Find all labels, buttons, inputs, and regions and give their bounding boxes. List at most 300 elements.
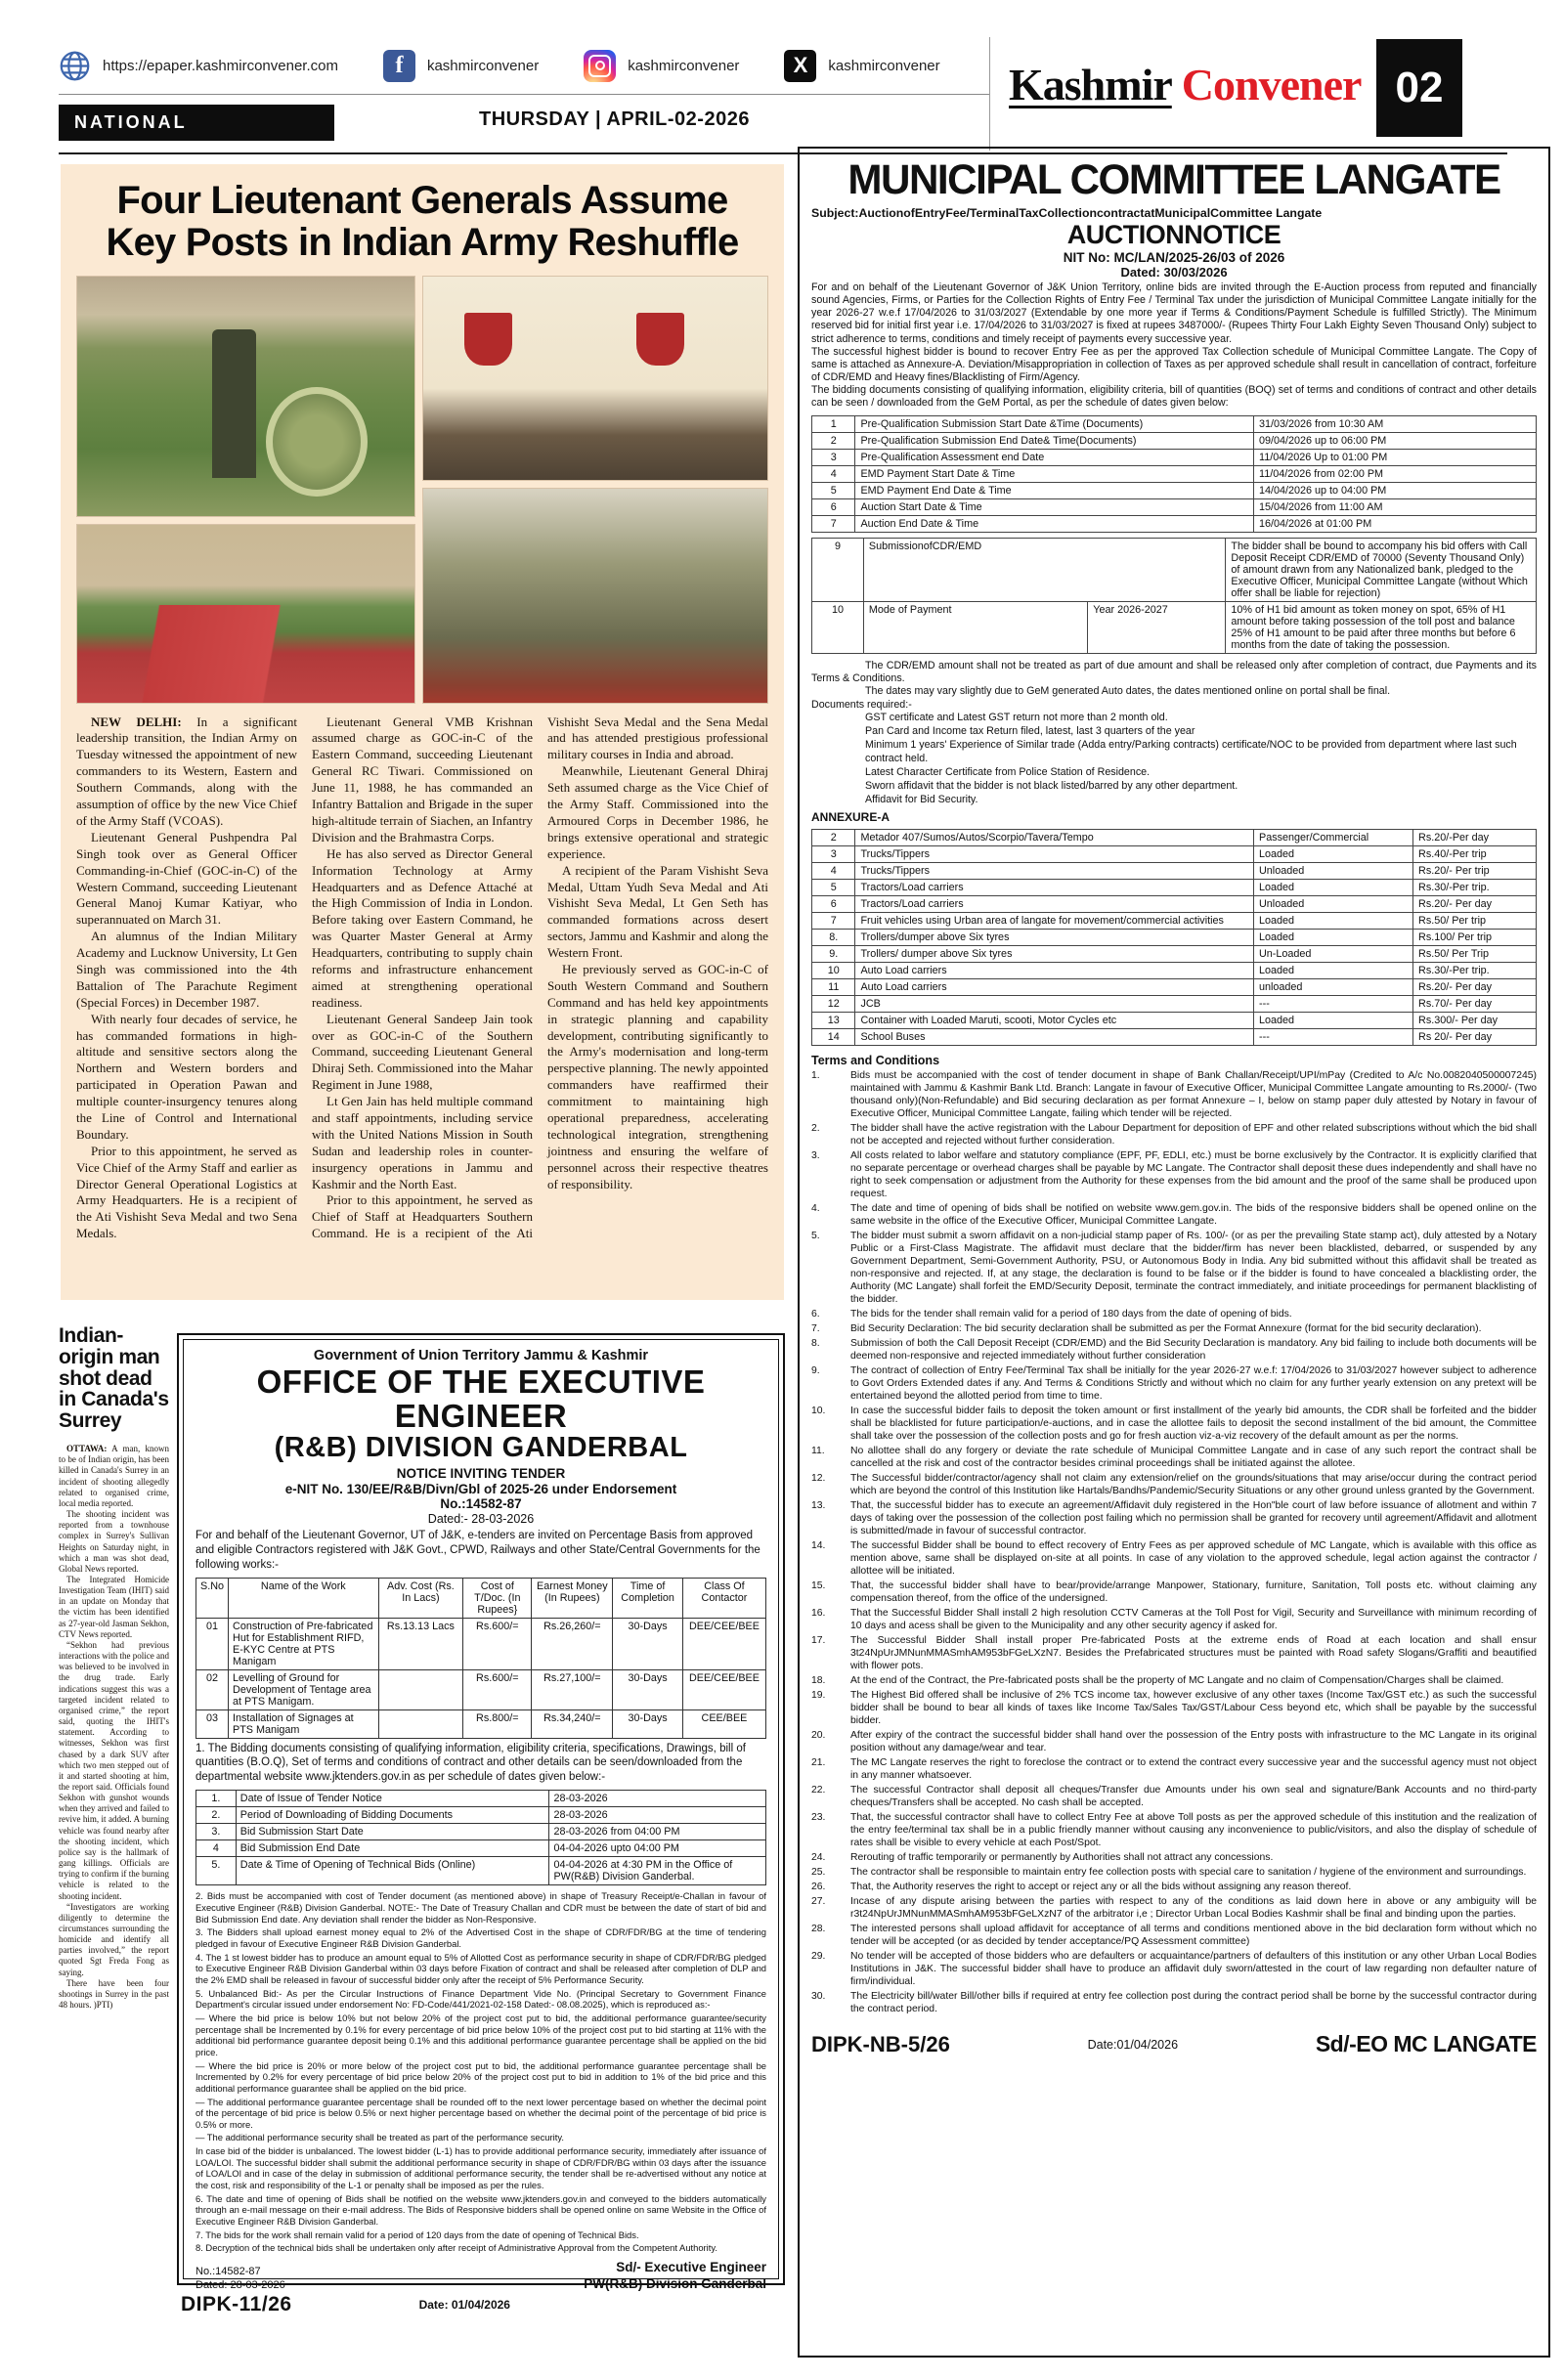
fine-print-paragraph: — The additional performance guarantee percentage shall be rounded off to the next lower percentage based on whether the decimal point of the percentage of bid price is below 0.5% or next higher percentage based on whether the decimal point of the percentage of bid price is 0.5% or more.: [196, 2096, 766, 2130]
terms-item-number: 5.: [811, 1231, 820, 1242]
table-cell: 15/04/2026 from 11:00 AM: [1254, 498, 1537, 515]
terms-item: [811, 1689, 1537, 1727]
terms-item-number: 20.: [811, 1730, 826, 1742]
article-paragraph: “Sekhon had previous interactions with the police and was believed to be involved in the drug trade. Early indications suggest this was a targeted incident related to organised crime,” the report said, quoting the IHIT's statement. According to witnesses, Sekhon was first chased by a dark SUV after which two men stepped out of it and started shooting at him, the report said. Officials found Sekhon with gunshot wounds when they arrived and failed to revive him, it added. A burning vehicle was found nearby after the shooting incident, which police say is the hallmark of gang killings. Officials are trying to confirm if the burning vehicle is related to the shooting incident.: [59, 1639, 169, 1901]
signature: Sd/-EO MC LANGATE: [1315, 2031, 1537, 2057]
terms-item: [811, 1784, 1537, 1809]
table-cell: 02: [196, 1669, 229, 1709]
table-cell: 5.: [196, 1857, 237, 1885]
table-cell: 2: [812, 830, 855, 846]
annexure-label: ANNEXURE-A: [811, 810, 891, 825]
footer-date: Date:01/04/2026: [1087, 2037, 1179, 2052]
terms-item: [811, 1923, 1537, 1948]
facebook-handle[interactable]: kashmirconvener: [426, 57, 540, 74]
table-cell: 3.: [196, 1824, 237, 1840]
article-paragraph: Lieutenant General Sandeep Jain took over as GOC-in-C of the Southern Command, succeeding Lieutenant General Dhiraj Seth. Commissioned into the Mahar Regiment in June 1988,: [312, 1011, 533, 1093]
division-title: (R&B) DIVISION GANDERBAL: [274, 1432, 688, 1464]
fine-print-paragraph: 7. The bids for the work shall remain valid for a period of 120 days from the date of opening of Technical Bids.: [196, 2229, 639, 2240]
notice-paragraph: The dates may vary slightly due to GeM generated Auto dates, the dates mentioned online on portal shall be final.: [865, 685, 1391, 698]
table-row: [812, 538, 1537, 601]
table-cell: Rs.50/ Per trip: [1413, 913, 1537, 930]
section-label: NATIONAL: [59, 105, 334, 141]
table-cell: Container with Loaded Maruti, scooti, Motor Cycles etc: [855, 1013, 1254, 1029]
table-cell: 6: [812, 896, 855, 913]
terms-item: [811, 1866, 1537, 1879]
document-requirement: Affidavit for Bid Security.: [865, 793, 978, 805]
table-cell: Loaded: [1254, 913, 1413, 930]
table-cell: Rs.30/-Per trip.: [1413, 880, 1537, 896]
table-row: [196, 1840, 766, 1857]
terms-item-text: Submission of both the Call Deposit Receipt (CDR/EMD) and the Bid Security Declaration is mandatory. Any bid failing to include both documents will be deemed non-responsive and rejected immediately without further consideration: [850, 1338, 1537, 1363]
table-cell: SubmissionofCDR/EMD: [863, 538, 1225, 601]
terms-item: [811, 1069, 1537, 1120]
fine-print-paragraph: 2. Bids must be accompanied with cost of Tender document (as mentioned above) in shape of Treasury Receipt/e-Challan in favour of Executive Engineer (R&B) Division Ganderbal. NOTE:- The Date of Treasury Challan and CDR must be between the date of start of bid and Bid Submission End date. Any deviation shall render the bidder as Non-Responsive.: [196, 1890, 766, 1925]
government-line: Government of Union Territory Jammu & Kashmir: [313, 1348, 649, 1363]
terms-item-text: Bids must be accompanied with the cost of tender document in shape of Bank Challan/Receipt/UPI/mPay (Credited to A/c No.0082040500007245) maintained with Jammu & Kashmir Bank Ltd. Branch: Langate in favour of Executive Officer, Municipal Committee Langate amounting to Rs.2000/- (Two thousand only)(Non-Refundable) and Bid securing declaration as per format Annexure – I, below on stamp paper duly attested by Notary in favour of Executive Officer, Municipal Committee Langate, failing which tender will be rejected.: [850, 1070, 1537, 1120]
table-cell: JCB: [855, 996, 1254, 1013]
table-cell: 2.: [196, 1807, 237, 1824]
table-cell: 4: [196, 1840, 237, 1857]
table-cell: Rs.20/-Per day: [1413, 830, 1537, 846]
terms-item-text: That, the successful bidder shall have to bear/provide/arrange Manpower, Stationary, furniture, Sanitation, Toll posts etc. without claiming any compensation thereof, from the office of the undersigned.: [850, 1580, 1537, 1605]
epaper-url[interactable]: https://epaper.kashmirconvener.com: [103, 57, 338, 74]
fine-print-paragraph: 6. The date and time of opening of Bids shall be notified on the website www.jktenders.gov.in and conveyed to the bidders automatically through an e-mail message on their e-mail address. The Bids of Responsive bidders shall be opened online on same Website in the Office of Executive Engineer R&B Division Ganderbal.: [196, 2192, 766, 2228]
terms-item: [811, 1322, 1537, 1335]
table-cell: 14/04/2026 up to 04:00 PM: [1254, 482, 1537, 498]
column-header: Earnest Money (In Rupees): [532, 1578, 613, 1618]
table-cell: Pre-Qualification Submission Start Date &Time (Documents): [855, 415, 1254, 432]
enit-number: e-NIT No. 130/EE/R&B/Divn/Gbl of 2025-26 under Endorsement No.:14582-87: [284, 1481, 677, 1511]
terms-item-number: 22.: [811, 1785, 826, 1796]
x-handle[interactable]: kashmirconvener: [828, 57, 940, 74]
table-row: [812, 449, 1537, 465]
article-canada-shooting: [59, 1325, 169, 2350]
terms-item-number: 15.: [811, 1580, 826, 1592]
terms-item-number: 7.: [811, 1323, 820, 1335]
table-row: [812, 515, 1537, 532]
terms-item-text: The Successful bidder/contractor/agency shall not claim any extension/relief on the grounds/situations that may arise/occur during the contract period which are beyond the control of this Institution like Hartals/Bandhs/Pandemic/Security Situations or any other ground unless granted by the Government.: [850, 1473, 1537, 1497]
documents-required-heading: Documents required:-: [811, 698, 912, 711]
army-photo-red-carpet-parade: [76, 524, 415, 704]
table-cell: Auction Start Date & Time: [855, 498, 1254, 515]
table-cell: Rs.300/- Per day: [1413, 1013, 1537, 1029]
table-cell: 8.: [812, 930, 855, 946]
table-row: [812, 963, 1537, 979]
auction-notice-heading: AUCTIONNOTICE: [1066, 220, 1282, 249]
table-row: [196, 1824, 766, 1840]
page-header: [59, 37, 1507, 154]
column-header: Adv. Cost (Rs. In Lacs): [378, 1578, 463, 1618]
table-cell: 16/04/2026 at 01:00 PM: [1254, 515, 1537, 532]
table-cell: Rs.70/- Per day: [1413, 996, 1537, 1013]
table-cell: 10% of H1 bid amount as token money on spot, 65% of H1 amount before taking possession of the toll post and balance 25% of H1 amount to be paid after three months but before 6 months from the date of taking the possession.: [1226, 601, 1537, 653]
table-cell: Tractors/Load carriers: [855, 880, 1254, 896]
table-cell: Installation of Signages at PTS Manigam: [229, 1709, 379, 1738]
table-cell: Trucks/Tippers: [855, 863, 1254, 880]
table-row: [812, 432, 1537, 449]
table-row: [812, 830, 1537, 846]
terms-item-number: 8.: [811, 1338, 820, 1350]
article-paragraph: The Integrated Homicide Investigation Team (IHIT) said in an update on Monday that the victim has been identified as 27-year-old Jasman Sekhon, CTV News reported.: [59, 1575, 169, 1639]
nit-number: NIT No: MC/LAN/2025-26/03 of 2026: [1063, 250, 1285, 265]
table-cell: Rs.20/- Per day: [1413, 979, 1537, 996]
shield-shape: [464, 313, 512, 366]
terms-item: [811, 1499, 1537, 1537]
terms-item-text: The successful Bidder shall be bound to effect recovery of Entry Fees as per approved schedule of MC Langate, which is available with this office as mention above, same shall be displayed on-site at all points. In case of any violation to the approved schedule, legal action against the contractor / allottee will be initiated.: [850, 1540, 1537, 1578]
table-cell: 30-Days: [613, 1669, 683, 1709]
shield-shape: [636, 313, 684, 366]
article-body: [76, 714, 768, 1254]
facebook-link[interactable]: [383, 50, 539, 82]
table-cell: Year 2026-2027: [1088, 601, 1226, 653]
terms-item-text: All costs related to labor welfare and statutory compliance (EPF, PF, EDLI, etc.) must be borne exclusively by the Contractor. It is explicitly clarified that no separate percentage or overhead charges shall be payable by MC Langate. The Contractor shall deposit these dues independently and shall have no right to seek compensation or adjustment from the Authority for these expenses from the bid amount and the proof of the same shall be produced upon request.: [850, 1150, 1537, 1200]
dates-table: [196, 1790, 766, 1885]
terms-item-number: 1.: [811, 1070, 820, 1082]
table-row: [812, 946, 1537, 963]
page-number: 02: [1376, 39, 1462, 137]
table-cell: EMD Payment Start Date & Time: [855, 465, 1254, 482]
notice-paragraph: The bidding documents consisting of qualifying information, eligibility criteria, bill of quantities (BOQ) set of terms and conditions of contract and other details can be seen / downloaded from the GeM Portal, as per the schedule of dates given below:: [811, 384, 1537, 410]
terms-item-number: 28.: [811, 1924, 826, 1935]
dipk-code: DIPK-11/26: [181, 2293, 292, 2315]
table-cell: 5: [812, 482, 855, 498]
table-cell: DEE/CEE/BEE: [682, 1618, 765, 1669]
article-paragraph: There have been four shootings in Surrey in the past 48 hours. )PTI): [59, 1977, 169, 2011]
table-cell: Rs.27,100/=: [532, 1669, 613, 1709]
table-row: [812, 913, 1537, 930]
dipk-code: DIPK-NB-5/26: [811, 2031, 950, 2056]
table-cell: Bid Submission Start Date: [236, 1824, 549, 1840]
table-cell: 7: [812, 515, 855, 532]
table-cell: Rs.50/ Per Trip: [1413, 946, 1537, 963]
terms-item-number: 26.: [811, 1882, 826, 1893]
terms-item-text: At the end of the Contract, the Pre-fabricated posts shall be the property of MC Langate and no claim of Compensation/Charges shall be claimed.: [850, 1675, 1504, 1687]
x-link[interactable]: [784, 50, 939, 82]
table-cell: 11: [812, 979, 855, 996]
table-cell: Rs.20/- Per day: [1413, 896, 1537, 913]
article-paragraph: “Investigators are working diligently to determine the circumstances surrounding the homicide and identify all parties involved,” the report quoted Sgt Freda Fong as saying.: [59, 1901, 169, 1977]
notice-paragraph: For and on behalf of the Lieutenant Governor of J&K Union Territory, online bids are invited through the E-Auction process from reputed and financially sound Agencies, Firms, or Parties for the Collection Rights of Entry Fee / Terminal Tax under the jurisdiction of Municipal Committee Langate initially for the year 2026-27 w.e.f 17/04/2026 to 31/03/2027 (Extendable by one more year if Terms & Conditions/Payment Schedule is fulfilled Strictly). The Minimum reserved bid for initial first year i.e. 17/04/2026 to 31/03/2027 is fixed at rupees 3487000/- (Rupees Thirty Four Lakh Eighty Seven Thousand Only) subject to strict adherence to terms, conditions and timely receipt of payments every successive year.: [811, 281, 1537, 345]
table-cell: 04-04-2026 upto 04:00 PM: [549, 1840, 766, 1857]
document-requirement: Pan Card and Income tax Return filed, latest, last 3 quarters of the year: [865, 724, 1195, 737]
table-cell: DEE/CEE/BEE: [682, 1669, 765, 1709]
fine-print-paragraph: — The additional performance security shall be treated as part of the performance security.: [196, 2132, 564, 2143]
terms-item-text: The contract of collection of Entry Fee/Terminal Tax shall be initially for the year 2026-27 w.e.f: 17/04/2026 to 31/03/2027 however subject to adherence to Govt Orders Extended dates if any. And Terms & Conditions Strictly and without which no claim for any further yearly extension on any pretext will be entertained beyond the allotted period from time to time.: [850, 1365, 1537, 1403]
terms-item-text: Rerouting of traffic temporarily or permanently by Authorities shall not attract any concessions.: [850, 1852, 1274, 1864]
article-paragraph: With nearly four decades of service, he has commanded formations in high-altitude and sensitive sectors along the Northern and Western borders and participated in Operation Pawan and multiple counter-insurgency tenures along the Line of Control and International Boundary.: [76, 1011, 297, 1142]
instagram-link[interactable]: [584, 50, 739, 82]
table-cell: 30-Days: [613, 1618, 683, 1669]
reference-number: No.:14582-87 Dated: 28-03-2026: [196, 2266, 285, 2292]
article-paragraph: NEW DELHI: In a significant leadership transition, the Indian Army on Tuesday witnessed the appointment of new commanders to its Western, Eastern and Southern Commands, along with the assumption of office by the new Vice Chief of the Army Staff (VCOAS).: [76, 714, 297, 828]
notice-footer: [177, 2293, 785, 2316]
table-cell: Pre-Qualification Assessment end Date: [855, 449, 1254, 465]
army-photo-officers-group: [422, 488, 768, 704]
table-cell: Date & Time of Opening of Technical Bids (Online): [236, 1857, 549, 1885]
section-bar: [59, 95, 989, 146]
ganderbal-notice-box: [183, 1339, 779, 2292]
table-cell: 3: [812, 846, 855, 863]
table-cell: Period of Downloading of Bidding Documents: [236, 1807, 549, 1824]
instagram-icon: [584, 50, 616, 82]
column-header: Time of Completion: [613, 1578, 683, 1618]
terms-item-text: That the Successful Bidder Shall install 2 high resolution CCTV Cameras at the Toll Post for Vigil, Security and Surveillance with minimum recording of 10 days and acess shall be given to the Municipality and any other security agency if asked for.: [850, 1608, 1537, 1632]
table-cell: Un-Loaded: [1254, 946, 1413, 963]
table-row: [812, 880, 1537, 896]
table-row: [812, 896, 1537, 913]
epaper-link[interactable]: [59, 50, 338, 82]
table-cell: 12: [812, 996, 855, 1013]
table-cell: Rs.34,240/=: [532, 1709, 613, 1738]
terms-item-number: 25.: [811, 1867, 826, 1879]
table-cell: Loaded: [1254, 1013, 1413, 1029]
army-photo-wreath-salute: [76, 276, 415, 517]
terms-item-number: 9.: [811, 1365, 820, 1377]
terms-item-number: 14.: [811, 1540, 826, 1552]
terms-item-number: 27.: [811, 1896, 826, 1908]
table-cell: Rs.26,260/=: [532, 1618, 613, 1669]
terms-item: [811, 1445, 1537, 1470]
terms-item-text: Incase of any dispute arising between the parties with respect to any of the conditions as laid down here in above or any ambiguity will be r3t24NpUrJMNunMMASmhAM953bFGeLXzN7 of the arbitrator i,e ; Director Urban Local Bodies Kashmir shall be final and binding upon the parties.: [850, 1896, 1537, 1921]
terms-heading: Terms and Conditions: [811, 1054, 940, 1068]
dateline-label: NEW DELHI:: [91, 714, 182, 729]
table-cell: 9.: [812, 946, 855, 963]
after-table-notes: [811, 660, 1537, 713]
table-cell: 7: [812, 913, 855, 930]
municipal-notice-box: [798, 147, 1550, 2358]
table-cell: Loaded: [1254, 846, 1413, 863]
table-row: [812, 601, 1537, 653]
terms-item: [811, 1851, 1537, 1864]
table-cell: Mode of Payment: [863, 601, 1087, 653]
table-cell: Loaded: [1254, 930, 1413, 946]
x-icon: X: [784, 50, 816, 82]
table-cell: Fruit vehicles using Urban area of langate for movement/commercial activities: [855, 913, 1254, 930]
terms-list: [811, 1069, 1537, 2015]
terms-item-number: 17.: [811, 1635, 826, 1647]
table-row: [812, 846, 1537, 863]
masthead-convener: Convener: [1181, 60, 1362, 109]
article-paragraph: He has also served as Director General Information Technology at Army Headquarters and as Defence Attaché at the High Commission of India in London. Before taking over Eastern Command, he was Quarter Master General at Army Headquarters, contributing to supply chain reforms and infrastructure enhancement aimed at strengthening operational readiness.: [312, 845, 533, 1010]
fine-print-paragraph: 4. The 1 st lowest bidder has to produce an amount equal to 5% of Allotted Cost as performance security in shape of CDR/FDR/BG pledged to Executive Engineer R&B Division Ganderbal within 03 days before Fixation of contract and shall be released after completion of DLP and the 2% EMD shall be released in favour of successful bidder only after the receipt of 5% Performance Security.: [196, 1951, 766, 1985]
document-requirement: Sworn affidavit that the bidder is not black listed/barred by any other department.: [865, 779, 1238, 792]
dateline-label: OTTAWA:: [66, 1444, 108, 1454]
fine-print-paragraph: — Where the bid price is 20% or more below of the project cost put to bid, the additional performance guarantee percentage shall be Incremented by 0.2% for every percentage of bid price below 20% of the project cost put to bid in addition to 1% of the bid price and this additional performance guarantee shall be applied on the bid price.: [196, 2059, 766, 2094]
footer-date: Date: 01/04/2026: [418, 2298, 510, 2312]
article-headline: Indian-origin man shot dead in Canada's Surrey: [59, 1324, 169, 1433]
terms-item-text: The Highest Bid offered shall be inclusive of 2% TCS income tax, however exclusive of any other taxes (Income Tax/GST etc.) as such the successful bidder shall be bound to bear all kinds of taxes like Income Tax/Sales Tax/GST/Labour Cess beyond etc, which shall be payable by the successful bidder.: [850, 1690, 1537, 1727]
table-row: [196, 1857, 766, 1885]
terms-item: [811, 1149, 1537, 1200]
terms-item: [811, 1990, 1537, 2015]
terms-item: [811, 1950, 1537, 1988]
column-header: S.No: [196, 1578, 229, 1618]
terms-item-number: 18.: [811, 1675, 826, 1687]
table-cell: 14: [812, 1029, 855, 1046]
terms-item-text: The bids for the tender shall remain valid for a period of 180 days from the date of opening of bids.: [850, 1309, 1292, 1320]
table-cell: Passenger/Commercial: [1254, 830, 1413, 846]
terms-item-number: 11.: [811, 1446, 825, 1457]
terms-item-text: The Successful Bidder Shall install proper Pre-fabricated Posts at the extreme ends of Road at each location and shall ensur 3t24NpUrJMNunMMASmhAM953bFGeLXzN7. Besides the Prefabricated structures must be painted with Road safety Slogans/Graffiti and beautified with flower pots.: [850, 1635, 1537, 1672]
terms-item-text: The contractor shall be responsible to maintain entry fee collection posts with special care to sanitation / hygiene of the environment and surroundings.: [850, 1867, 1527, 1879]
ganderbal-notice-wrap: [177, 1333, 785, 2316]
terms-item-number: 12.: [811, 1473, 826, 1485]
instagram-handle[interactable]: kashmirconvener: [628, 57, 740, 74]
notice-date: Dated: 30/03/2026: [1120, 265, 1228, 280]
article-paragraph: The shooting incident was reported from a townhouse complex in Surrey's Sullivan Heights on Saturday night, in which a man was shot dead, Global News reported.: [59, 1509, 169, 1574]
table-cell: Metador 407/Sumos/Autos/Scorpio/Tavera/Tempo: [855, 830, 1254, 846]
table-cell: 28-03-2026: [549, 1791, 766, 1807]
document-requirement: Latest Character Certificate from Police Station of Residence.: [865, 765, 1151, 778]
table-cell: 30-Days: [613, 1709, 683, 1738]
table-cell: Rs.30/-Per trip.: [1413, 963, 1537, 979]
table-cell: Rs.100/ Per trip: [1413, 930, 1537, 946]
terms-item-text: The bidder must submit a sworn affidavit on a non-judicial stamp paper of Rs. 100/- (or as per the prevailing State stamp act), duly attested by a Notary Public or a First-Class Magistrate. The affidavit must declare that the bidder/firm has never been blacklisted, debarred, or suspended by any Government Department, Semi-Government Authority, PSU, or Autonomous Body in India. Any bid submitted without this affidavit shall be treated as non-responsive and rejected. If, at any stage, the declaration is found to be false or if the bidder is found to have concealed a blacklisting order, the Authority (MC Langate) shall forfeit the EMD/Security Deposit, terminate the contract immediately, and initiate proceedings for permanent blacklisting of the bidder.: [850, 1231, 1537, 1306]
terms-item-number: 3.: [811, 1150, 820, 1162]
terms-item: [811, 1230, 1537, 1306]
subject-line: Subject:AuctionofEntryFee/TerminalTaxCollectioncontractatMunicipalCommittee Langate: [811, 206, 1323, 220]
terms-item-number: 21.: [811, 1757, 826, 1769]
table-cell: 5: [812, 880, 855, 896]
table-cell: 31/03/2026 from 10:30 AM: [1254, 415, 1537, 432]
table-cell: Trucks/Tippers: [855, 846, 1254, 863]
table-row: [196, 1618, 766, 1669]
article-paragraph: Prior to this appointment, he served as Vice Chief of the Army Staff and earlier as Director General Operational Logistics at Army Headquarters. He is a recipient of the Ati Vishisht Seva Medal and two Sena Medals.: [76, 1143, 297, 1241]
wreath-shape: [266, 387, 368, 497]
notice-intro: [811, 281, 1537, 411]
terms-item: [811, 1539, 1537, 1578]
fine-print-paragraph: 8. Decryption of the technical bids shall be undertaken only after receipt of Administrative Approval from the Competent Authority.: [196, 2242, 717, 2254]
notice-intro: For and behalf of the Lieutenant Governor, UT of J&K, e-tenders are invited on Percentage Basis from approved and eligible Contractors registered with J&K Govt., CPWD, Railways and other State/Central Governments for the following works:-: [196, 1529, 760, 1571]
table-row: [812, 465, 1537, 482]
table-cell: 1: [812, 415, 855, 432]
table-cell: 03: [196, 1709, 229, 1738]
table-cell: unloaded: [1254, 979, 1413, 996]
table-cell: Bid Submission End Date: [236, 1840, 549, 1857]
notice-footer: [811, 2031, 1537, 2057]
table-cell: Rs 20/- Per day: [1413, 1029, 1537, 1046]
terms-item-text: In case the successful bidder fails to deposit the token amount or first installment of the yearly bid amounts, the CDR shall be forfeited and the bidder shall be blacklisted for future participation/e-auctions, and in case the allottee fails to deposit the second installment of the bid amount, the Committee shall take over the possession of the collection posts and go for fresh auction viz-a-viz recovery of the default amount as per the norms.: [850, 1406, 1537, 1443]
fine-print-paragraph: — Where the bid price is below 10% but not below 20% of the project cost put to bid, the additional performance guarantee/security percentage shall be Incremented by 0.1% for every percentage of bid price below 10% of the project cost put to bid starting at 11% with the additional bid performance guarantee deposit being 0.1% and this additional performance guarantee percentage shall be applied on the bid price.: [196, 2012, 766, 2057]
table-row: [196, 1669, 766, 1709]
table-cell: Unloaded: [1254, 863, 1413, 880]
terms-item: [811, 1308, 1537, 1320]
table-cell: ---: [1254, 996, 1413, 1013]
terms-item-text: No tender will be accepted of those bidders who are defaulters or acquaintance/partners of defaulters of this institution or any other Urban Local Bodies Institutions in J&K. The successful bidder shall have to produce an affidavit duly sworn/attested in the court of law regarding non defaulter nature of firm/individual.: [850, 1951, 1537, 1988]
table-cell: 10: [812, 601, 864, 653]
terms-item-text: That, the successful contractor shall have to collect Entry Fee at above Toll posts as per the approved schedule of this institution and the realization of the entry fee/terminal tax shall be in a public friendly manner without causing any inconvenience to public/visitors, and also the display of schedule of rates shall be visible to every vehicle at each Post/Spot.: [850, 1812, 1537, 1849]
table-cell: 6: [812, 498, 855, 515]
photo-collage: [76, 276, 768, 704]
terms-item-text: The Electricity bill/water Bill/other bills if required at entry fee collection post during the contract period shall be borne by the successful contractor during the contract period.: [850, 1991, 1537, 2015]
table-cell: Rs.40/-Per trip: [1413, 846, 1537, 863]
terms-item: [811, 1674, 1537, 1687]
terms-item: [811, 1579, 1537, 1605]
terms-item-number: 29.: [811, 1951, 826, 1963]
terms-item-number: 16.: [811, 1608, 826, 1620]
fine-print-paragraph: In case bid of the bidder is unbalanced. The lowest bidder (L-1) has to provide additional performance security, immediately after issuance of LOA/LOI. The successful bidder shall submit the additional performance security in shape of CDR/FDR/BG within 03 days after the issuance of LOA/LOI and in case of the delay in submission of additional performance security, the tender shall be re-advertised without any notice at the cost, risk and responsibility of the L-1 or penalty shall be imposed as per the rules.: [196, 2145, 766, 2191]
table-cell: 10: [812, 963, 855, 979]
table-cell: Construction of Pre-fabricated Hut for Establishment RIFD, E-KYC Centre at PTS Manigam: [229, 1618, 379, 1669]
article-paragraph: OTTAWA: A man, known to be of Indian origin, has been killed in Canada's Surrey in an incident of shooting allegedly related to organised crime, local media reported.: [59, 1444, 169, 1508]
terms-item: [811, 1756, 1537, 1782]
table-cell: Rs.600/=: [463, 1618, 532, 1669]
army-photo-medal-table: [422, 276, 768, 481]
article-paragraph: Lieutenant General VMB Krishnan assumed charge as GOC-in-C of the Eastern Command, succeeding Lieutenant General RC Tiwari. Commissioned on June 11, 1988, he has commanded an Infantry Battalion and Brigade in the super high-altitude terrain of Siachen, an Infantry Division and the Brahmastra Corps.: [312, 714, 533, 844]
officer-figure: [212, 329, 256, 478]
terms-item-text: No allottee shall do any forgery or deviate the rate schedule of Municipal Committee Langate and in case of any such report the contract shall be cancelled at the risk and cost of the contractor besides criminal proceedings shall be initiated against the allotee.: [850, 1446, 1537, 1470]
globe-icon: [59, 50, 91, 82]
terms-item: [811, 1122, 1537, 1147]
article-army-reshuffle: [61, 164, 784, 1300]
municipal-title: MUNICIPAL COMMITTEE LANGATE: [847, 156, 1500, 203]
fine-print-paragraph: 3. The Bidders shall upload earnest money equal to 2% of the Advertised Cost in the shape of CDR/FDR/BG at the time of tendering pledged in favour of Executive Engineer R&B Division Ganderbal.: [196, 1926, 766, 1949]
date-line: THURSDAY | APRIL-02-2026: [479, 108, 750, 130]
nit-heading: NOTICE INVITING TENDER: [396, 1465, 566, 1481]
terms-item-text: After expiry of the contract the successful bidder shall hand over the possession of the Entry posts with infrastructure to the MC Langate in its original position without any damage/wear and tear.: [850, 1730, 1537, 1754]
terms-item-text: Bid Security Declaration: The bid security declaration shall be submitted as per the Format Annexure (format for the bid security declaration).: [850, 1323, 1482, 1335]
table-cell: Trollers/dumper above Six tyres: [855, 930, 1254, 946]
table-cell: 01: [196, 1618, 229, 1669]
red-carpet-shape: [138, 605, 293, 703]
table-cell: Unloaded: [1254, 896, 1413, 913]
table-cell: 3: [812, 449, 855, 465]
terms-item-number: 4.: [811, 1203, 820, 1215]
table-cell: 09/04/2026 up to 06:00 PM: [1254, 432, 1537, 449]
documents-required-list: [811, 712, 1537, 806]
table-cell: Rs.13.13 Lacs: [378, 1618, 463, 1669]
article-paragraph: Meanwhile, Lieutenant General Dhiraj Seth assumed charge as the Vice Chief of the Army Staff. Commissioned into the Armoured Corps in December 1986, he brings extensive operational and strategic experience.: [547, 763, 768, 861]
terms-item: [811, 1337, 1537, 1363]
terms-item-text: The successful Contractor shall deposit all cheques/Transfer due Amounts under his own seal and signature/Bank Accounts and no third-party cheques/Transfers shall be accepted. No cash shall be accepted.: [850, 1785, 1537, 1809]
table-row: [812, 863, 1537, 880]
table-cell: ---: [1254, 1029, 1413, 1046]
table-row: [812, 482, 1537, 498]
terms-item-number: 19.: [811, 1690, 826, 1702]
table-cell: 13: [812, 1013, 855, 1029]
terms-item-text: The MC Langate reserves the right to foreclose the contract or to extend the contract every successive year and the successful agency must not object in any manner whatsoever.: [850, 1757, 1537, 1782]
article-paragraph: Lt Gen Jain has held multiple command and staff appointments, including service with the United Nations Mission in South Sudan and leadership roles in counter-insurgency operations in Jammu and Kashmir and the North East.: [312, 1094, 533, 1191]
column-header: Class Of Contactor: [682, 1578, 765, 1618]
table-cell: [378, 1669, 463, 1709]
notice-paragraph: The CDR/EMD amount shall not be treated as part of due amount and shall be released only after completion of contract, due Payments and its Terms & Conditions.: [811, 659, 1537, 684]
article-paragraph: Lieutenant General Pushpendra Pal Singh took over as General Officer Commanding-in-Chief (GOC-in-C) of the Western Command, succeeding Lieutenant General Manoj Kumar Katiyar, who superannuated on March 31.: [76, 829, 297, 928]
column-header: Cost of T/Doc. (In Rupees}: [463, 1578, 532, 1618]
table-cell: [378, 1709, 463, 1738]
article-headline: Four Lieutenant Generals Assume Key Posts in Indian Army Reshuffle: [106, 179, 739, 264]
table-cell: Rs.600/=: [463, 1669, 532, 1709]
masthead: [1009, 59, 1361, 110]
table-cell: 4: [812, 465, 855, 482]
article-paragraph: A recipient of the Param Vishisht Seva Medal, Uttam Yudh Seva Medal and Ati Vishisht Seva Medal, Lt Gen Seth has commanded formations across desert sectors, Jammu and Kashmir and along the Western Front.: [547, 862, 768, 961]
terms-item: [811, 1472, 1537, 1497]
schedule-table: [811, 415, 1537, 533]
table-cell: 11/04/2026 from 02:00 PM: [1254, 465, 1537, 482]
terms-item-text: That, the Authority reserves the right to accept or reject any or all the bids without assigning any reason thereof.: [850, 1882, 1352, 1893]
table-cell: Loaded: [1254, 880, 1413, 896]
table-row: [812, 498, 1537, 515]
table-cell: 9: [812, 538, 864, 601]
table-header-row: [196, 1578, 766, 1618]
terms-item: [811, 1607, 1537, 1632]
terms-item: [811, 1881, 1537, 1893]
terms-item: [811, 1895, 1537, 1921]
table-cell: Rs.800/=: [463, 1709, 532, 1738]
terms-item: [811, 1811, 1537, 1849]
fine-print-paragraph: 5. Unbalanced Bid:- As per the Circular Instructions of Finance Department Vide No. (Principal Secretary to Government Finance Department's circular issued under endorsement No: FD-Code/441/2021-02-158 Dated:- 08.08.2025), which is reproduced as:-: [196, 1987, 766, 2011]
table-row: [196, 1709, 766, 1738]
signature-block: [196, 2260, 766, 2293]
